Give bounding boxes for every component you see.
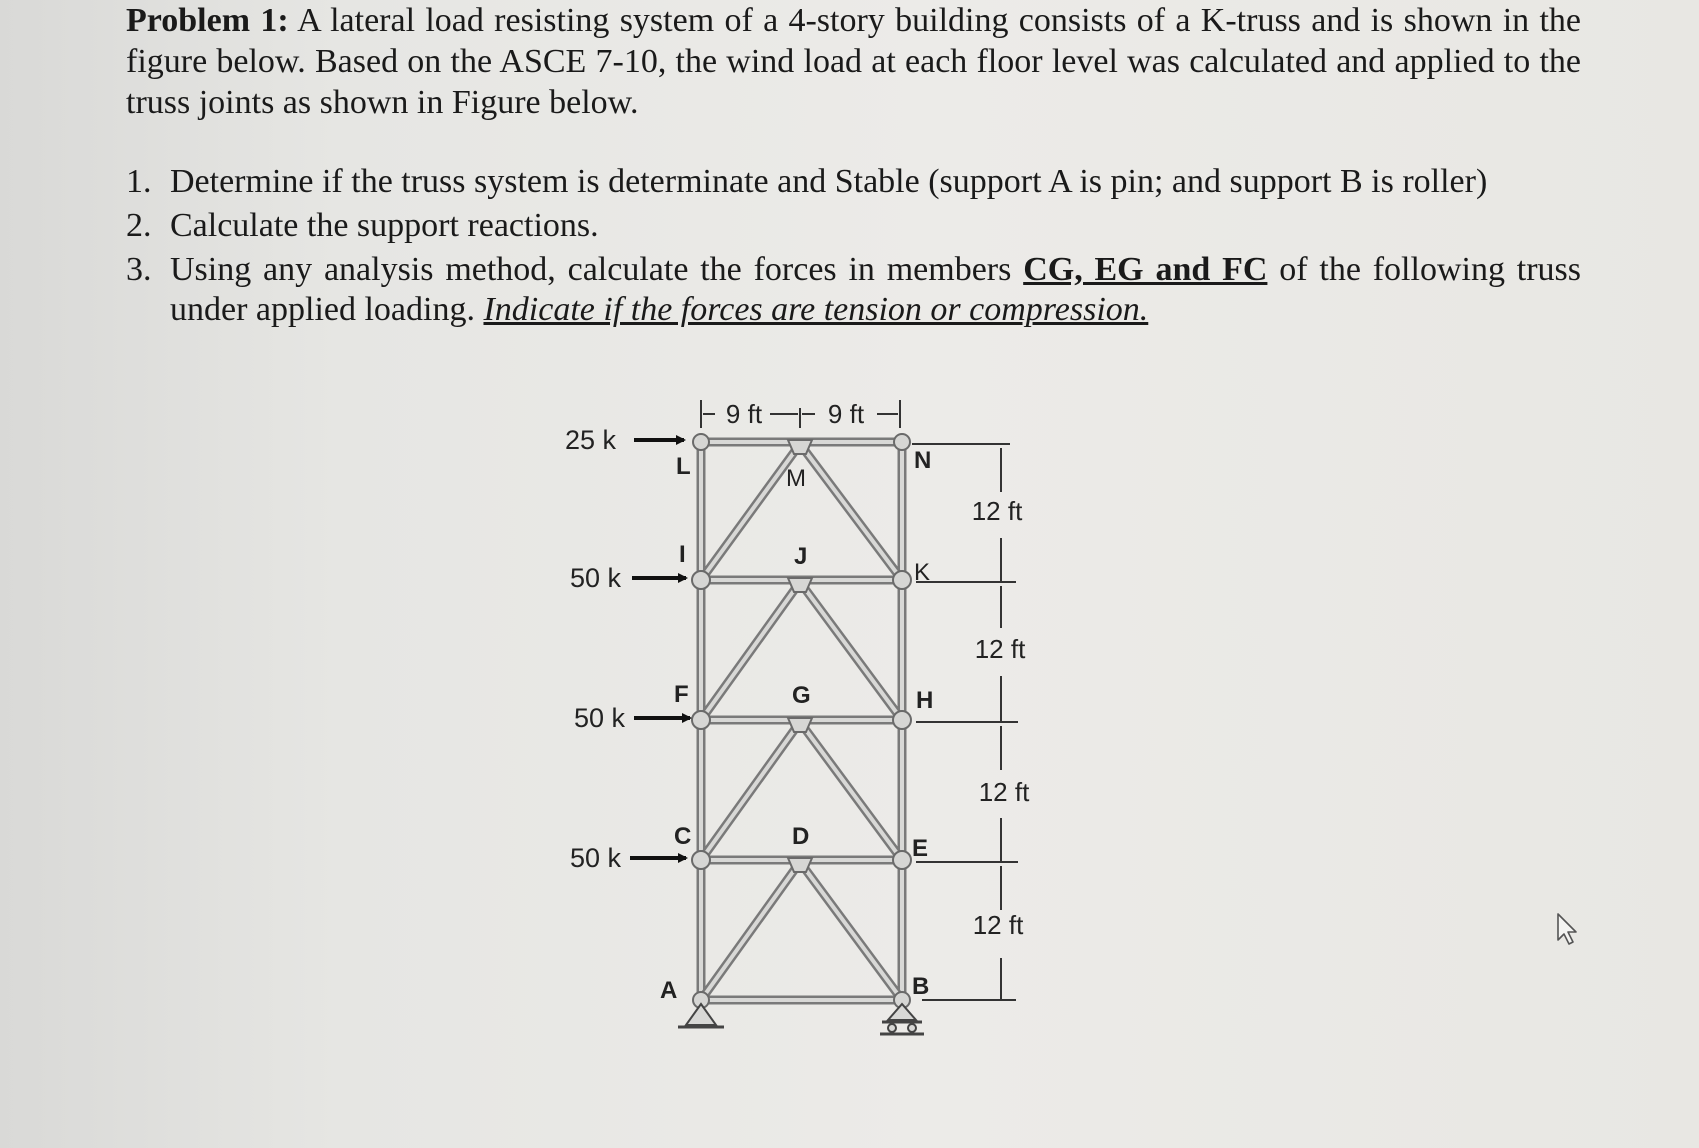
- height-label-1: 12 ft: [971, 496, 1023, 526]
- height-dimensions: [912, 444, 1030, 1000]
- joint-label-d: D: [792, 823, 810, 850]
- load-label-1: 25 k: [565, 425, 617, 455]
- members-highlight: CG, EG and FC: [1023, 251, 1268, 288]
- task-item-1: [126, 162, 1581, 202]
- dim-label-right: 9 ft: [827, 399, 865, 429]
- joint-label-g: G: [792, 682, 811, 709]
- joint-label-i: I: [679, 541, 686, 568]
- task-number: 1.: [126, 163, 152, 200]
- joint-label-h: H: [916, 687, 934, 714]
- joint-label-f: F: [674, 681, 689, 708]
- roller-support-b: [880, 1004, 924, 1034]
- task-text: Using any analysis method, calculate the forces in members: [170, 251, 1024, 288]
- joint-label-e: E: [912, 835, 929, 862]
- problem-statement: [126, 0, 1581, 123]
- task-text: Determine if the truss system is determinate and Stable (support A is pin; and support B is roller): [170, 163, 1488, 200]
- joint-label-l: L: [676, 453, 691, 480]
- task-text-mid: of the following truss under applied loading.: [170, 251, 1582, 328]
- tension-compression-note: Indicate if the forces are tension or compression.: [483, 291, 1149, 328]
- load-label-2: 50 k: [570, 563, 622, 593]
- joint-label-n: N: [914, 447, 932, 474]
- dim-label-left: 9 ft: [725, 399, 763, 429]
- load-label-4: 50 k: [570, 843, 622, 873]
- joint-label-m: M: [786, 465, 806, 492]
- top-dimension: [701, 399, 900, 429]
- task-item-3: [126, 250, 1581, 330]
- joint-label-b: B: [912, 973, 930, 1000]
- height-label-4: 12 ft: [972, 910, 1024, 940]
- task-item-2: [126, 206, 1581, 246]
- problem-title: Problem 1:: [126, 2, 289, 39]
- applied-loads: [565, 425, 690, 873]
- height-label-3: 12 ft: [978, 777, 1030, 807]
- task-list: [126, 162, 1581, 334]
- joint-label-k: K: [914, 559, 931, 586]
- mouse-pointer-icon: [1556, 912, 1580, 946]
- height-label-2: 12 ft: [974, 634, 1026, 664]
- pin-support-a: [678, 1004, 724, 1027]
- problem-intro: A lateral load resisting system of a 4-story building consists of a K-truss and is shown in the figure below. Based on the ASCE 7-10, the wind load at each floor level was calculated and applied to the truss joints as shown in Figure below.: [126, 2, 1581, 121]
- k-truss-figure: [565, 399, 1150, 1130]
- joint-label-a: A: [660, 977, 678, 1004]
- task-number: 3.: [126, 251, 152, 288]
- load-label-3: 50 k: [574, 703, 626, 733]
- joint-label-c: C: [674, 823, 692, 850]
- task-text: Calculate the support reactions.: [170, 207, 599, 244]
- task-number: 2.: [126, 207, 152, 244]
- joint-label-j: J: [794, 543, 808, 570]
